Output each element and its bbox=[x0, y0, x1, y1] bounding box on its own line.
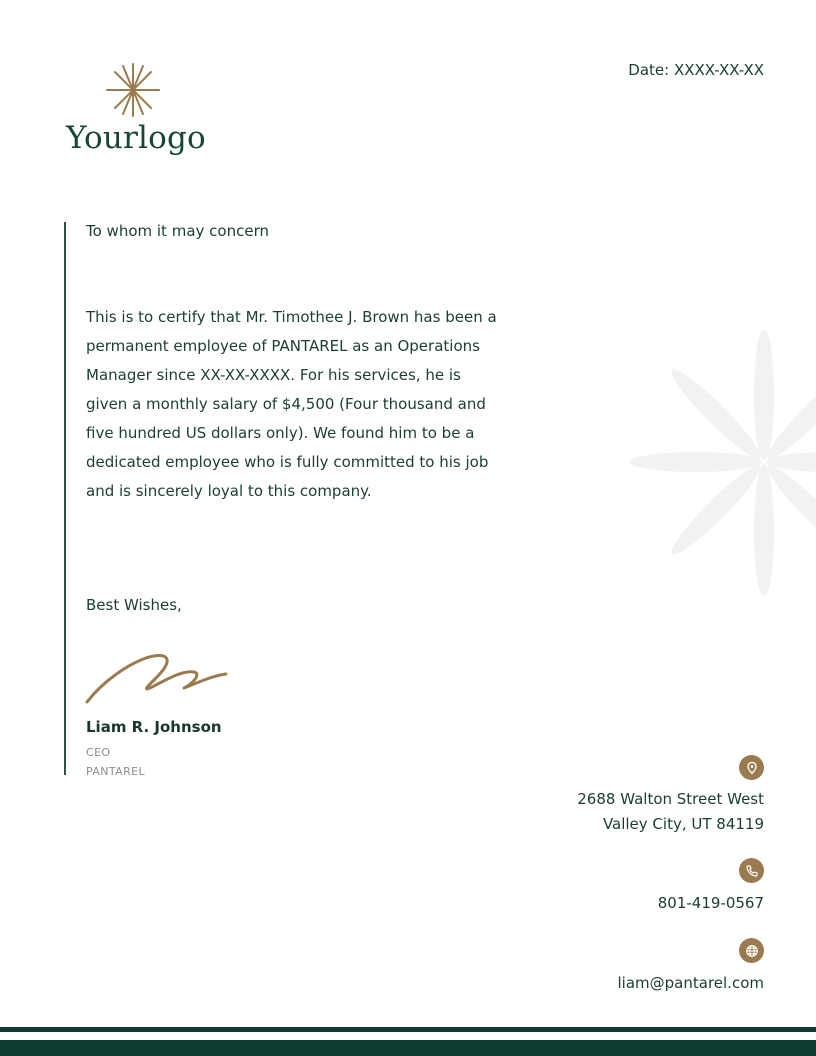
signer-company: PANTAREL bbox=[86, 765, 145, 778]
body-line: given a monthly salary of $4,500 (Four thousand and bbox=[86, 395, 486, 413]
location-pin-icon bbox=[739, 755, 764, 780]
body-line: five hundred US dollars only). We found him to be a bbox=[86, 424, 475, 442]
phone-icon bbox=[739, 858, 764, 883]
body-line: dedicated employee who is fully committed to his job bbox=[86, 453, 489, 471]
body-line: This is to certify that Mr. Timothee J. Brown has been a bbox=[86, 308, 497, 326]
address-line-1: 2688 Walton Street West bbox=[577, 790, 764, 808]
greeting: To whom it may concern bbox=[86, 222, 269, 240]
body-line: permanent employee of PANTAREL as an Operations bbox=[86, 337, 480, 355]
watermark-flower-icon bbox=[630, 330, 816, 595]
letter-date: Date: XXXX-XX-XX bbox=[628, 61, 764, 79]
signer-title: CEO bbox=[86, 746, 111, 759]
letter-body bbox=[86, 303, 526, 506]
phone-number: 801-419-0567 bbox=[657, 894, 764, 912]
address-line-2: Valley City, UT 84119 bbox=[602, 815, 764, 833]
body-line: Manager since XX-XX-XXXX. For his services, he is bbox=[86, 366, 461, 384]
email-address: liam@pantarel.com bbox=[617, 974, 764, 992]
logo-text: Yourlogo bbox=[66, 120, 206, 156]
body-line: and is sincerely loyal to this company. bbox=[86, 482, 372, 500]
left-divider bbox=[64, 222, 66, 775]
logo-star-icon bbox=[104, 61, 162, 119]
footer-stripe bbox=[0, 1027, 816, 1032]
signer-name: Liam R. Johnson bbox=[86, 718, 222, 736]
footer-bar bbox=[0, 1040, 816, 1056]
signature-image bbox=[84, 650, 229, 708]
signoff: Best Wishes, bbox=[86, 596, 182, 614]
globe-icon bbox=[739, 938, 764, 963]
